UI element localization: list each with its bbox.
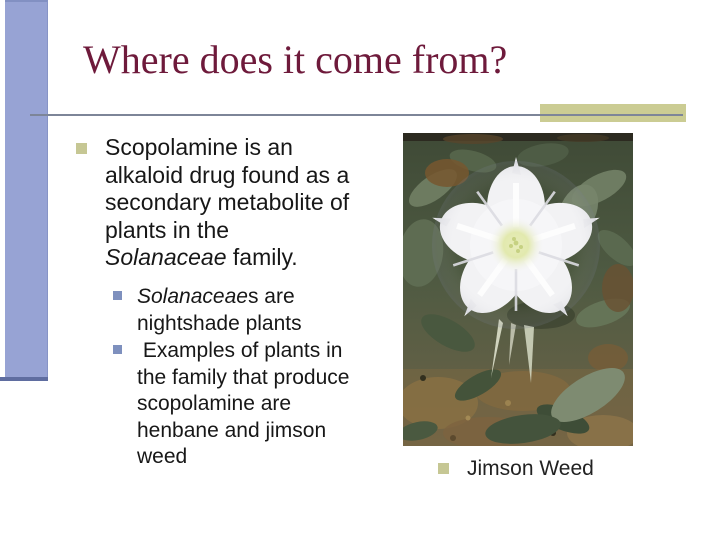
- sub-bullet-square-icon: [113, 345, 122, 354]
- text-fragment: s are: [247, 285, 295, 308]
- jimson-weed-photo: [403, 133, 633, 446]
- text-line: weed: [137, 445, 188, 468]
- text-line: plants in the: [105, 216, 230, 243]
- sub-bullet-item-examples: [113, 338, 393, 471]
- italic-term: Solanaceae: [105, 244, 227, 270]
- sub-bullet-square-icon: [113, 291, 122, 300]
- photo-caption: [438, 456, 658, 482]
- sub-bullet-item-nightshade: [113, 284, 393, 337]
- left-accent-bar-bottom-edge: [0, 377, 48, 381]
- text-line: [137, 284, 393, 311]
- flower-photo-illustration: [403, 133, 633, 446]
- text-fragment: family.: [226, 244, 298, 270]
- divider-line: [30, 114, 683, 116]
- caption-bullet-icon: [438, 463, 449, 474]
- sub-bullet-text: [137, 338, 393, 471]
- accent-rectangle: [540, 104, 686, 122]
- text-line: Examples of plants in: [137, 339, 343, 362]
- text-line: nightshade plants: [137, 311, 302, 335]
- italic-term: Solanaceae: [137, 285, 248, 308]
- sub-bullet-text: [137, 284, 393, 337]
- left-accent-bar: [5, 0, 48, 380]
- text-line: secondary metabolite of: [105, 189, 350, 215]
- bullet-square-icon: [76, 143, 87, 154]
- caption-text: Jimson Weed: [467, 457, 594, 480]
- bullet-text: [105, 134, 396, 272]
- text-line: alkaloid drug found as a: [105, 161, 350, 188]
- slide-title: Where does it come from?: [83, 37, 508, 82]
- text-line: [105, 244, 396, 272]
- bullet-item-scopolamine: [76, 134, 396, 272]
- text-line: Scopolamine is an: [105, 134, 293, 160]
- text-line: henbane and jimson: [137, 418, 327, 442]
- text-line: the family that produce: [137, 365, 350, 389]
- text-line: scopolamine are: [137, 392, 292, 415]
